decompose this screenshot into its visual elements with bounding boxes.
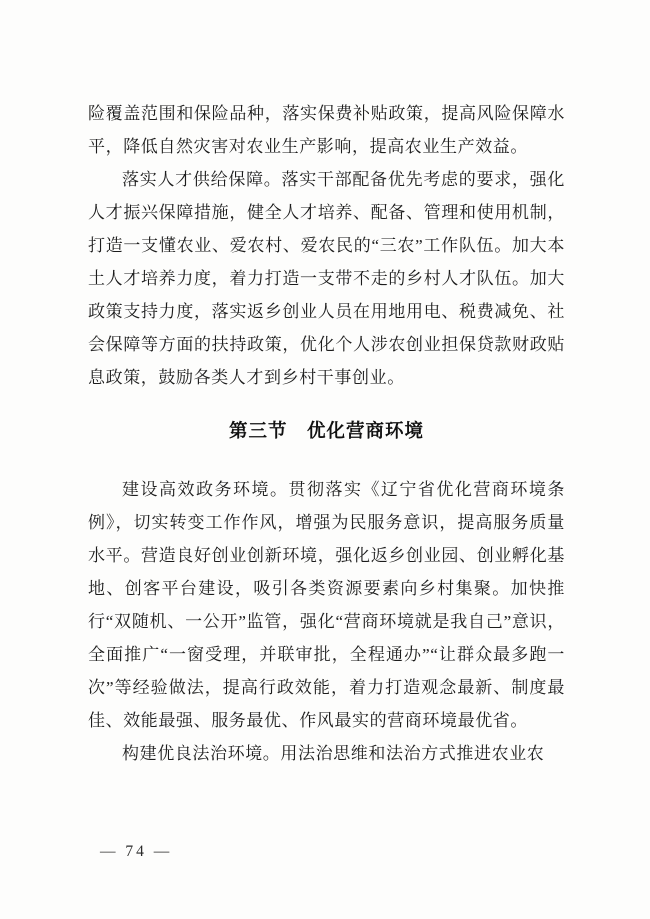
- page-content: [88, 97, 565, 770]
- paragraph-legal-environment: 构建优良法治环境。用法治思维和法治方式推进农业农: [122, 744, 545, 763]
- paragraph-talent-supply: 落实人才供给保障。落实干部配备优先考虑的要求，强化人才振兴保障措施，健全人才培养、配备、管理和使用机制，打造一支懂农业、爱农村、爱农民的“三农”工作队伍。加大本土人才培养力度，着力打造一支带不走的乡村人才队伍。加大政策支持力度，落实返乡创业人员在用地用电、税费减免、社会保障等方面的扶持政策，优化个人涉农创业担保贷款财政贴息政策，鼓励各类人才到乡村干事创业。: [88, 170, 565, 387]
- page-number: — 74 —: [100, 843, 173, 860]
- section-heading: 第三节 优化营商环境: [228, 420, 424, 441]
- paragraph-government-environment: 建设高效政务环境。贯彻落实《辽宁省优化营商环境条例》，切实转变工作作风，增强为民服务意识，提高服务质量水平。营造良好创业创新环境，强化返乡创业园、创业孵化基地、创客平台建设，吸引各类资源要素向乡村集聚。加快推行“双随机、一公开”监管，强化“营商环境就是我自己”意识，全面推广“一窗受理，并联审批，全程通办”“让群众最多跑一次”等经验做法，提高行政效能，着力打造观念最新、制度最佳、效能最强、服务最优、作风最实的营商环境最优省。: [88, 480, 565, 730]
- paragraph-continuation: 险覆盖范围和保险品种，落实保费补贴政策，提高风险保障水平，降低自然灾害对农业生产影响，提高农业生产效益。: [88, 104, 565, 156]
